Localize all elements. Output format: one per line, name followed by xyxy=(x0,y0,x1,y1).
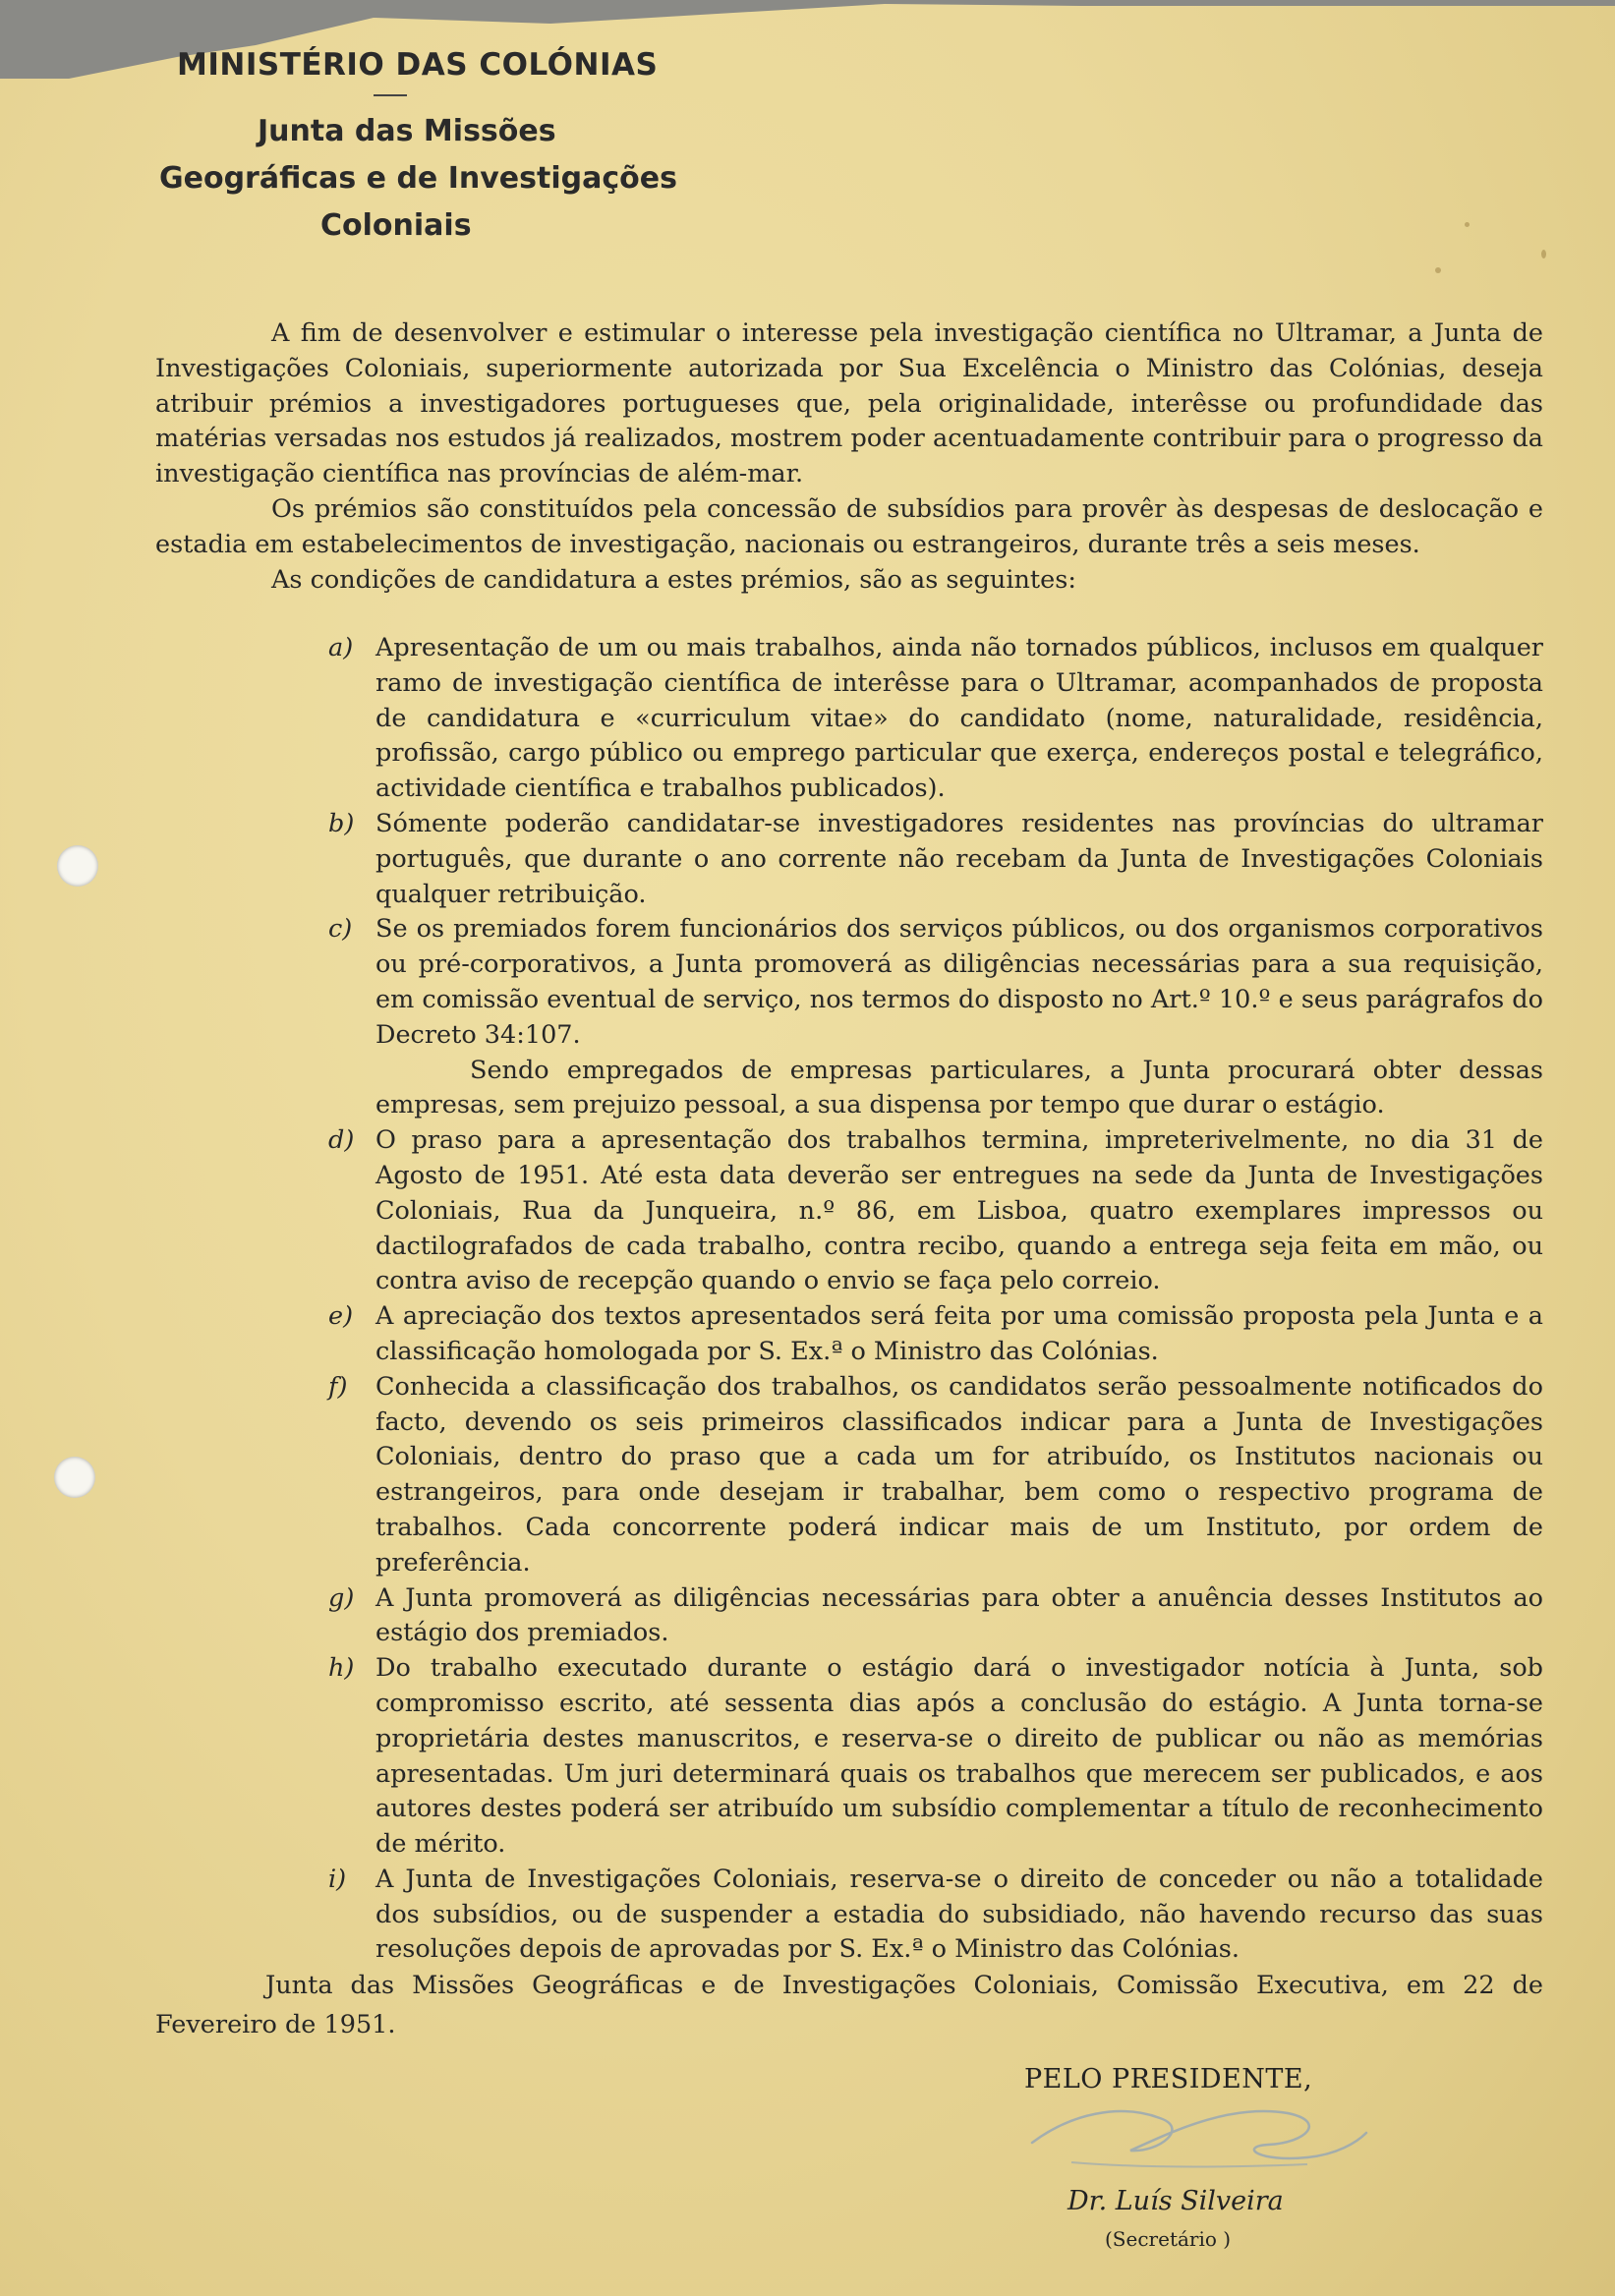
condition-text: Apresentação de um ou mais trabalhos, ainda não tornados públicos, inclusos em qualquer ramo de investigação científica de interêsse para o Ultramar, acompanhados de proposta de candidatura e «curriculum vitae» do candidato (nome, naturalidade, residência, profissão, cargo público ou emprego particular que exerça, endereços postal e telegráfico, actividade científica e trabalhos publicados). xyxy=(375,633,1543,804)
condition-label: d) xyxy=(328,1125,355,1156)
condition-label: b) xyxy=(328,808,355,838)
condition-item xyxy=(328,1581,1543,1652)
letterhead-rule xyxy=(374,94,407,96)
intro-paragraph-3: As condições de candidatura a estes prémios, são as seguintes: xyxy=(271,564,1076,595)
intro-paragraph-1: A fim de desenvolver e estimular o interesse pela investigação científica no Ultramar, a Junta de Investigações Coloniais, superiormente autorizada por Sua Excelência o Ministro das Colónias, deseja atribuir prémios a investigadores portugueses que, pela originalidade, interêsse ou profundidade das matérias versadas nos estudos já realizados, mostrem poder acentuadamente contribuir para o progresso da investigação científica nas províncias de além-mar. xyxy=(155,318,1543,489)
condition-item xyxy=(328,1299,1543,1370)
condition-label: g) xyxy=(328,1582,355,1613)
condition-label: i) xyxy=(328,1864,347,1894)
junta-line-2: Geográficas e de Investigações xyxy=(159,161,677,196)
signatory-role: (Secretário ) xyxy=(1105,2227,1232,2251)
ministry-title: MINISTÉRIO DAS COLÓNIAS xyxy=(177,47,659,83)
condition-subparagraph: Sendo empregados de empresas particulares, a Junta procurará obter dessas empresas, sem prejuizo pessoal, a sua dispensa por tempo que durar o estágio. xyxy=(375,1055,1543,1120)
condition-text: O praso para a apresentação dos trabalhos termina, impreterivelmente, no dia 31 de Agosto de 1951. Até esta data deverão ser entregues na sede da Junta de Investigações Coloniais, Rua da Junqueira, n.º 86, em Lisboa, quatro exemplares impressos ou dactilografados de cada trabalho, contra recibo, quando a entrega seja feita em mão, ou contra aviso de recepção quando o envio se faça pelo correio. xyxy=(375,1125,1543,1296)
punch-hole-lower xyxy=(54,1457,95,1498)
conditions-list xyxy=(328,631,1543,1968)
paper-spot xyxy=(1465,222,1470,227)
junta-line-1: Junta das Missões xyxy=(258,114,556,148)
signoff-pelo-presidente: PELO PRESIDENTE, xyxy=(1024,2064,1313,2095)
punch-hole-upper xyxy=(57,845,98,887)
condition-text: Do trabalho executado durante o estágio dará o investigador notícia à Junta, sob compromisso escrito, até sessenta dias após a conclusão do estágio. A Junta torna-se proprietária destes manuscritos, e reserva-se o direito de publicar ou não as memórias apresentadas. Um juri determinará quais os trabalhos que merecem ser publicados, e aos autores destes poderá ser atribuído um subsídio complementar a título de reconhecimento de mérito. xyxy=(375,1653,1543,1860)
paper-spot xyxy=(1541,250,1546,258)
condition-item xyxy=(328,912,1543,1123)
condition-text: A apreciação dos textos apresentados será feita por uma comissão proposta pela Junta e a classificação homologada por S. Ex.ª o Ministro das Colónias. xyxy=(375,1301,1543,1366)
condition-text: A Junta promoverá as diligências necessárias para obter a anuência desses Institutos ao estágio dos premiados. xyxy=(375,1582,1543,1648)
paper-spot xyxy=(1435,267,1441,273)
condition-item xyxy=(328,1651,1543,1863)
condition-item xyxy=(328,1123,1543,1299)
closing-paragraph: Junta das Missões Geográficas e de Investigações Coloniais, Comissão Executiva, em 22 de Fevereiro de 1951. xyxy=(155,1971,1543,2039)
condition-label: e) xyxy=(328,1301,354,1332)
condition-label: h) xyxy=(328,1653,355,1684)
condition-item xyxy=(328,1863,1543,1968)
condition-text: Conhecida a classificação dos trabalhos, os candidatos serão pessoalmente notificados do facto, devendo os seis primeiros classificados indicar para a Junta de Investigações Coloniais, dentro do praso que a cada um for atribuído, os Institutos nacionais ou estrangeiros, para onde desejam ir trabalhar, bem como o respectivo programa de trabalhos. Cada concorrente poderá indicar mais de um Instituto, por ordem de preferência. xyxy=(375,1371,1543,1578)
condition-text: Se os premiados forem funcionários dos serviços públicos, ou dos organismos corporativos ou pré-corporativos, a Junta promoverá as diligências necessárias para a sua requisição, em comissão eventual de serviço, nos termos do disposto no Art.º 10.º e seus parágrafos do Decreto 34:107. xyxy=(375,914,1543,1050)
condition-item xyxy=(328,1370,1543,1581)
condition-item xyxy=(328,807,1543,912)
condition-item xyxy=(328,631,1543,807)
condition-text: A Junta de Investigações Coloniais, reserva-se o direito de conceder ou não a totalidade dos subsídios, ou de suspender a estadia do subsidiado, não havendo recurso das suas resoluções depois de aprovadas por S. Ex.ª o Ministro das Colónias. xyxy=(375,1864,1543,1965)
condition-label: a) xyxy=(328,633,354,662)
signatory-name: Dr. Luís Silveira xyxy=(1067,2186,1284,2216)
condition-label: f) xyxy=(328,1371,348,1402)
condition-text: Sómente poderão candidatar-se investigadores residentes nas províncias do ultramar português, que durante o ano corrente não recebam da Junta de Investigações Coloniais qualquer retribuição. xyxy=(375,808,1543,909)
junta-line-3: Coloniais xyxy=(320,208,472,243)
intro-paragraph-2: Os prémios são constituídos pela concessão de subsídios para provêr às despesas de deslocação e estadia em estabelecimentos de investigação, nacionais ou estrangeiros, durante três a seis meses. xyxy=(155,493,1543,559)
intro-paragraphs xyxy=(155,316,1543,598)
condition-label: c) xyxy=(328,914,353,945)
